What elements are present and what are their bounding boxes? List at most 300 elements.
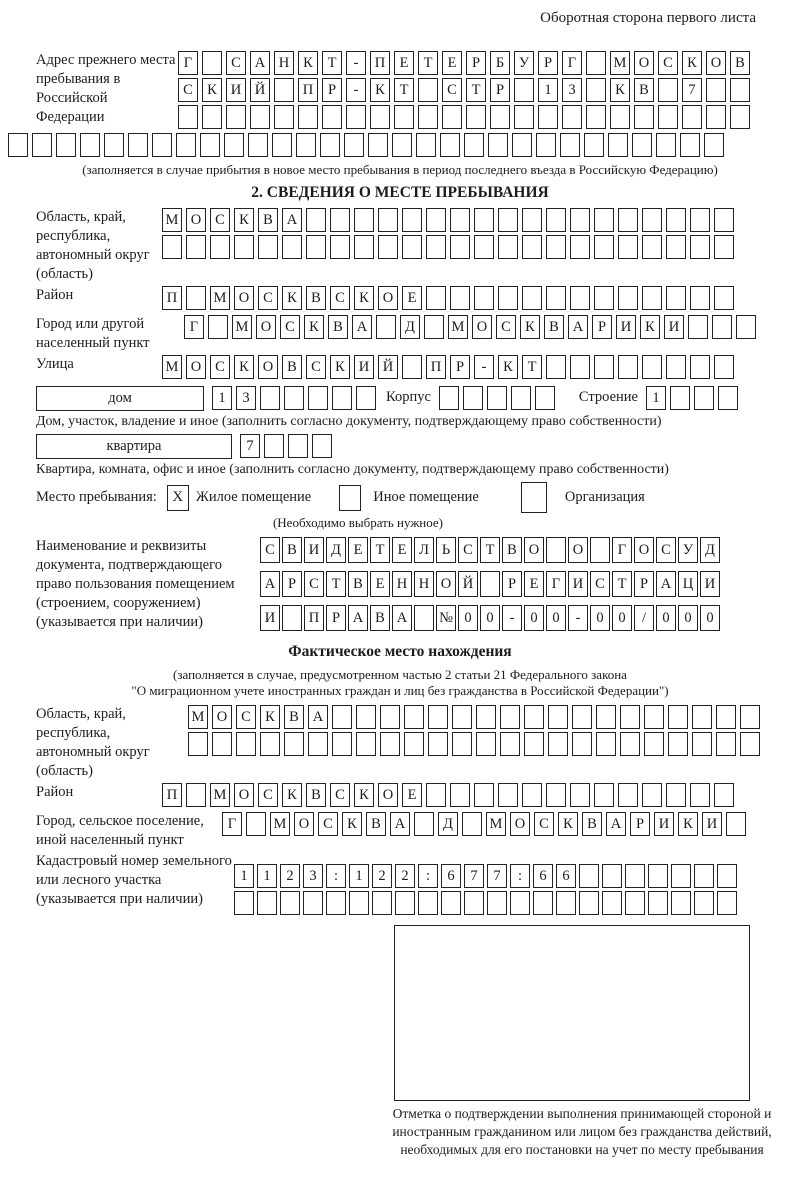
char-cell[interactable]: О [436,571,456,597]
char-cell[interactable] [642,783,662,807]
char-cell[interactable]: Р [592,315,612,339]
char-cell[interactable]: Н [274,51,294,75]
char-cell[interactable] [671,891,691,915]
char-cell[interactable] [332,386,352,410]
char-cell[interactable] [706,78,726,102]
char-cell[interactable] [368,133,388,157]
char-cell[interactable]: 7 [240,434,260,458]
char-cell[interactable]: С [304,571,324,597]
char-cell[interactable] [668,705,688,729]
char-cell[interactable]: С [236,705,256,729]
char-cell[interactable] [288,434,308,458]
char-cell[interactable] [344,133,364,157]
char-cell[interactable] [586,51,606,75]
char-cell[interactable]: К [282,783,302,807]
char-cell[interactable]: О [234,286,254,310]
char-cell[interactable]: К [678,812,698,836]
char-cell[interactable]: С [656,537,676,563]
char-cell[interactable] [439,386,459,410]
char-cell[interactable]: С [280,315,300,339]
char-cell[interactable]: С [442,78,462,102]
char-cell[interactable] [730,78,750,102]
char-cell[interactable] [618,208,638,232]
char-cell[interactable] [356,732,376,756]
char-cell[interactable] [264,434,284,458]
char-cell[interactable]: К [682,51,702,75]
char-cell[interactable]: 6 [441,864,461,888]
char-cell[interactable]: С [258,286,278,310]
char-cell[interactable]: С [260,537,280,563]
char-cell[interactable]: С [330,286,350,310]
char-cell[interactable]: И [226,78,246,102]
char-cell[interactable] [212,732,232,756]
char-cell[interactable] [188,732,208,756]
char-cell[interactable] [452,732,472,756]
char-cell[interactable] [714,783,734,807]
char-cell[interactable] [620,705,640,729]
char-cell[interactable]: О [212,705,232,729]
char-cell[interactable] [570,783,590,807]
char-cell[interactable]: 0 [678,605,698,631]
char-cell[interactable]: И [654,812,674,836]
char-cell[interactable]: К [342,812,362,836]
char-cell[interactable] [498,286,518,310]
char-cell[interactable]: И [616,315,636,339]
char-cell[interactable]: В [502,537,522,563]
char-cell[interactable] [717,864,737,888]
char-cell[interactable]: Е [402,783,422,807]
char-cell[interactable] [258,235,278,259]
char-cell[interactable]: Р [322,78,342,102]
char-cell[interactable] [666,286,686,310]
char-cell[interactable]: П [162,783,182,807]
char-cell[interactable]: Б [490,51,510,75]
char-cell[interactable] [716,705,736,729]
char-cell[interactable] [356,386,376,410]
char-cell[interactable]: № [436,605,456,631]
char-cell[interactable] [572,732,592,756]
char-cell[interactable]: Й [250,78,270,102]
char-cell[interactable] [548,732,568,756]
char-cell[interactable] [426,783,446,807]
char-cell[interactable] [349,891,369,915]
char-cell[interactable]: В [370,605,390,631]
char-cell[interactable]: 1 [234,864,254,888]
char-cell[interactable] [257,891,277,915]
char-cell[interactable] [680,133,700,157]
char-cell[interactable] [402,208,422,232]
char-cell[interactable]: О [706,51,726,75]
char-cell[interactable] [642,355,662,379]
char-cell[interactable] [546,286,566,310]
char-cell[interactable] [730,105,750,129]
char-cell[interactable]: 0 [480,605,500,631]
char-cell[interactable] [610,105,630,129]
char-cell[interactable]: С [534,812,554,836]
char-cell[interactable] [510,891,530,915]
char-cell[interactable]: О [294,812,314,836]
char-cell[interactable] [466,105,486,129]
char-cell[interactable]: С [210,208,230,232]
char-cell[interactable]: И [304,537,324,563]
char-cell[interactable] [666,355,686,379]
char-cell[interactable]: 0 [700,605,720,631]
char-cell[interactable]: Т [394,78,414,102]
char-cell[interactable]: М [188,705,208,729]
char-cell[interactable] [450,235,470,259]
char-cell[interactable]: Й [458,571,478,597]
char-cell[interactable] [274,78,294,102]
char-cell[interactable] [32,133,52,157]
char-cell[interactable]: А [260,571,280,597]
char-cell[interactable]: 0 [656,605,676,631]
char-cell[interactable]: С [178,78,198,102]
char-cell[interactable] [380,732,400,756]
char-cell[interactable] [560,133,580,157]
char-cell[interactable] [284,386,304,410]
char-cell[interactable]: Ь [436,537,456,563]
char-cell[interactable] [500,732,520,756]
char-cell[interactable]: - [346,51,366,75]
char-cell[interactable] [414,605,434,631]
char-cell[interactable] [306,208,326,232]
char-cell[interactable] [298,105,318,129]
char-cell[interactable]: А [352,315,372,339]
checkbox-organizatsiya[interactable] [521,482,547,513]
char-cell[interactable] [378,208,398,232]
char-cell[interactable] [224,133,244,157]
char-cell[interactable] [658,105,678,129]
char-cell[interactable] [618,783,638,807]
char-cell[interactable]: О [510,812,530,836]
char-cell[interactable] [248,133,268,157]
char-cell[interactable]: П [162,286,182,310]
char-cell[interactable]: Г [612,537,632,563]
char-cell[interactable]: К [520,315,540,339]
char-cell[interactable] [666,235,686,259]
char-cell[interactable] [642,286,662,310]
char-cell[interactable] [500,705,520,729]
char-cell[interactable] [260,386,280,410]
char-cell[interactable]: Р [450,355,470,379]
char-cell[interactable]: Р [502,571,522,597]
char-cell[interactable] [418,105,438,129]
char-cell[interactable] [250,105,270,129]
char-cell[interactable]: У [678,537,698,563]
char-cell[interactable]: 1 [212,386,232,410]
char-cell[interactable] [548,705,568,729]
char-cell[interactable]: О [634,537,654,563]
char-cell[interactable]: А [656,571,676,597]
char-cell[interactable] [594,783,614,807]
char-cell[interactable]: А [568,315,588,339]
char-cell[interactable] [488,133,508,157]
char-cell[interactable] [586,78,606,102]
char-cell[interactable] [648,864,668,888]
char-cell[interactable] [490,105,510,129]
char-cell[interactable] [186,286,206,310]
char-cell[interactable] [716,732,736,756]
char-cell[interactable]: П [370,51,390,75]
char-cell[interactable]: Г [184,315,204,339]
char-cell[interactable] [354,235,374,259]
char-cell[interactable] [522,235,542,259]
char-cell[interactable] [370,105,390,129]
char-cell[interactable] [714,286,734,310]
char-cell[interactable]: Н [392,571,412,597]
char-cell[interactable]: Р [466,51,486,75]
char-cell[interactable]: И [700,571,720,597]
char-cell[interactable] [694,864,714,888]
char-cell[interactable]: С [330,783,350,807]
char-cell[interactable]: Т [418,51,438,75]
char-cell[interactable] [570,235,590,259]
char-cell[interactable] [402,235,422,259]
char-cell[interactable] [176,133,196,157]
char-cell[interactable] [346,105,366,129]
char-cell[interactable] [666,208,686,232]
char-cell[interactable] [372,891,392,915]
char-cell[interactable] [426,235,446,259]
char-cell[interactable]: К [304,315,324,339]
char-cell[interactable]: С [590,571,610,597]
char-cell[interactable]: Т [522,355,542,379]
char-cell[interactable] [618,286,638,310]
char-cell[interactable]: Й [378,355,398,379]
char-cell[interactable] [498,235,518,259]
char-cell[interactable] [418,891,438,915]
char-cell[interactable]: М [162,208,182,232]
char-cell[interactable] [234,891,254,915]
char-cell[interactable] [690,235,710,259]
char-cell[interactable] [620,732,640,756]
char-cell[interactable] [80,133,100,157]
char-cell[interactable] [562,105,582,129]
char-cell[interactable] [376,315,396,339]
char-cell[interactable]: К [370,78,390,102]
char-cell[interactable] [378,235,398,259]
char-cell[interactable]: 2 [395,864,415,888]
char-cell[interactable] [463,386,483,410]
char-cell[interactable]: В [282,537,302,563]
char-cell[interactable]: И [568,571,588,597]
char-cell[interactable]: В [284,705,304,729]
char-cell[interactable] [690,355,710,379]
char-cell[interactable]: Д [326,537,346,563]
char-cell[interactable]: В [544,315,564,339]
char-cell[interactable]: В [282,355,302,379]
char-cell[interactable]: 3 [236,386,256,410]
char-cell[interactable]: Т [370,537,390,563]
char-cell[interactable] [546,537,566,563]
char-cell[interactable] [226,105,246,129]
char-cell[interactable] [511,386,531,410]
char-cell[interactable]: С [226,51,246,75]
char-cell[interactable] [694,386,714,410]
char-cell[interactable]: К [202,78,222,102]
char-cell[interactable]: К [330,355,350,379]
char-cell[interactable]: Т [466,78,486,102]
char-cell[interactable]: Л [414,537,434,563]
char-cell[interactable] [642,208,662,232]
char-cell[interactable] [282,235,302,259]
char-cell[interactable] [330,235,350,259]
char-cell[interactable]: В [258,208,278,232]
char-cell[interactable]: 7 [682,78,702,102]
char-cell[interactable] [712,315,732,339]
char-cell[interactable] [462,812,482,836]
char-cell[interactable]: М [486,812,506,836]
char-cell[interactable] [392,133,412,157]
char-cell[interactable] [474,286,494,310]
char-cell[interactable] [644,705,664,729]
char-cell[interactable]: А [348,605,368,631]
char-cell[interactable]: Т [480,537,500,563]
char-cell[interactable] [246,812,266,836]
char-cell[interactable]: С [258,783,278,807]
char-cell[interactable] [303,891,323,915]
char-cell[interactable] [450,783,470,807]
char-cell[interactable]: О [186,355,206,379]
char-cell[interactable]: 3 [303,864,323,888]
char-cell[interactable] [202,51,222,75]
char-cell[interactable]: 0 [612,605,632,631]
char-cell[interactable]: Д [438,812,458,836]
char-cell[interactable]: В [366,812,386,836]
char-cell[interactable] [533,891,553,915]
char-cell[interactable] [450,286,470,310]
char-cell[interactable] [450,208,470,232]
checkbox-zhiloe[interactable]: X [167,485,189,511]
char-cell[interactable] [690,286,710,310]
char-cell[interactable] [570,355,590,379]
char-cell[interactable] [522,286,542,310]
char-cell[interactable] [452,705,472,729]
char-cell[interactable] [416,133,436,157]
char-cell[interactable]: 3 [562,78,582,102]
char-cell[interactable] [332,732,352,756]
char-cell[interactable]: 2 [280,864,300,888]
char-cell[interactable] [178,105,198,129]
char-cell[interactable] [579,891,599,915]
char-cell[interactable] [474,235,494,259]
char-cell[interactable]: М [610,51,630,75]
char-cell[interactable] [579,864,599,888]
char-cell[interactable] [524,705,544,729]
char-cell[interactable] [306,235,326,259]
char-cell[interactable]: М [162,355,182,379]
char-cell[interactable] [618,355,638,379]
char-cell[interactable]: : [418,864,438,888]
char-cell[interactable]: С [658,51,678,75]
char-cell[interactable] [464,133,484,157]
char-cell[interactable] [514,105,534,129]
char-cell[interactable] [260,732,280,756]
char-cell[interactable]: Р [490,78,510,102]
char-cell[interactable]: Т [612,571,632,597]
char-cell[interactable]: 7 [464,864,484,888]
char-cell[interactable] [584,133,604,157]
char-cell[interactable] [322,105,342,129]
char-cell[interactable]: Е [392,537,412,563]
char-cell[interactable] [572,705,592,729]
char-cell[interactable] [634,105,654,129]
char-cell[interactable] [596,705,616,729]
char-cell[interactable]: К [234,208,254,232]
char-cell[interactable]: В [328,315,348,339]
char-cell[interactable] [648,891,668,915]
char-cell[interactable]: Е [402,286,422,310]
char-cell[interactable] [426,208,446,232]
char-cell[interactable] [280,891,300,915]
char-cell[interactable] [590,537,610,563]
char-cell[interactable]: О [634,51,654,75]
char-cell[interactable] [128,133,148,157]
char-cell[interactable] [474,208,494,232]
char-cell[interactable]: К [558,812,578,836]
char-cell[interactable] [440,133,460,157]
char-cell[interactable]: Е [524,571,544,597]
char-cell[interactable]: Е [348,537,368,563]
char-cell[interactable] [690,783,710,807]
char-cell[interactable]: 6 [533,864,553,888]
char-cell[interactable]: Д [400,315,420,339]
char-cell[interactable] [692,705,712,729]
char-cell[interactable]: О [256,315,276,339]
char-cell[interactable] [512,133,532,157]
char-cell[interactable] [404,705,424,729]
char-cell[interactable] [740,732,760,756]
char-cell[interactable] [402,355,422,379]
char-cell[interactable] [476,705,496,729]
char-cell[interactable]: Д [700,537,720,563]
char-cell[interactable]: Р [538,51,558,75]
char-cell[interactable]: - [502,605,522,631]
char-cell[interactable]: Р [634,571,654,597]
char-cell[interactable] [428,732,448,756]
char-cell[interactable] [536,133,556,157]
char-cell[interactable] [356,705,376,729]
char-cell[interactable]: 2 [372,864,392,888]
char-cell[interactable]: Г [562,51,582,75]
char-cell[interactable] [308,386,328,410]
char-cell[interactable] [596,732,616,756]
char-cell[interactable] [524,732,544,756]
char-cell[interactable] [714,235,734,259]
char-cell[interactable] [714,208,734,232]
char-cell[interactable] [594,208,614,232]
char-cell[interactable]: Г [178,51,198,75]
char-cell[interactable] [704,133,724,157]
char-cell[interactable]: К [260,705,280,729]
char-cell[interactable] [404,732,424,756]
char-cell[interactable]: 0 [546,605,566,631]
char-cell[interactable]: 0 [458,605,478,631]
char-cell[interactable] [668,732,688,756]
char-cell[interactable]: К [282,286,302,310]
char-cell[interactable] [692,732,712,756]
char-cell[interactable]: О [378,286,398,310]
char-cell[interactable] [424,315,444,339]
char-cell[interactable]: С [306,355,326,379]
char-cell[interactable]: К [354,783,374,807]
char-cell[interactable]: К [354,286,374,310]
char-cell[interactable]: Т [326,571,346,597]
char-cell[interactable] [395,891,415,915]
char-cell[interactable]: С [496,315,516,339]
char-cell[interactable]: А [250,51,270,75]
char-cell[interactable] [644,732,664,756]
